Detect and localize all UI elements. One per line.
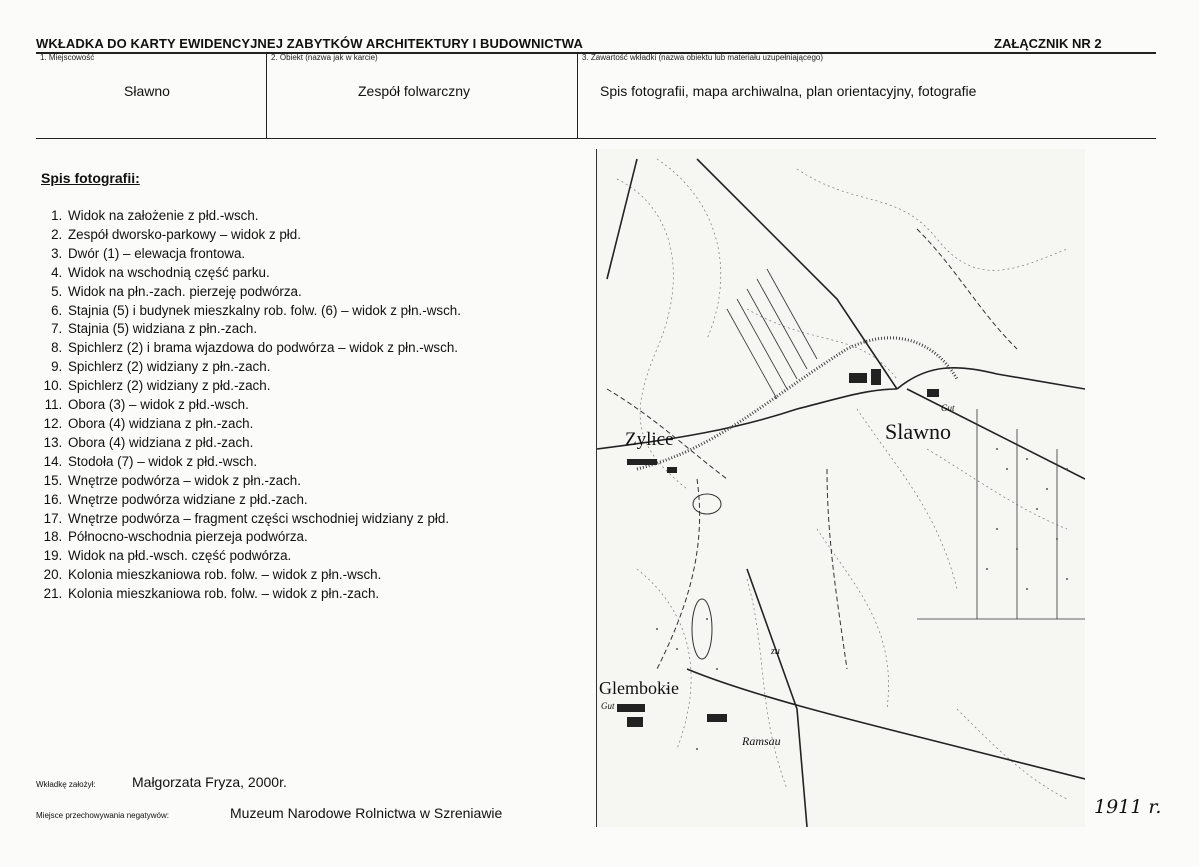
list-item: 19. Widok na płd.-wsch. część podwórza. xyxy=(66,547,626,566)
storage-label: Miejsce przechowywania negatywów: xyxy=(36,811,169,820)
list-item: 16. Wnętrze podwórza widziane z płd.-zach. xyxy=(66,491,626,510)
list-item: 15. Wnętrze podwórza – widok z płn.-zach. xyxy=(66,472,626,491)
list-item: 1. Widok na założenie z płd.-wsch. xyxy=(66,207,626,226)
list-item: 5. Widok na płn.-zach. pierzeję podwórza. xyxy=(66,283,626,302)
list-item: 14. Stodoła (7) – widok z płd.-wsch. xyxy=(66,453,626,472)
annex-number: ZAŁĄCZNIK NR 2 xyxy=(994,36,1102,51)
list-item: 13. Obora (4) widziana z płd.-zach. xyxy=(66,434,626,453)
map-year: 1911 r. xyxy=(1094,796,1162,818)
author-value: Małgorzata Fryza, 2000r. xyxy=(132,774,287,790)
author-label: Wkładkę założył: xyxy=(36,780,96,789)
contents-label: 3. Zawartość wkładki (nazwa obiektu lub materiału uzupełniającego) xyxy=(582,53,824,62)
document-title: WKŁADKA DO KARTY EWIDENCYJNEJ ZABYTKÓW ARCHITEKTURY I BUDOWNICTWA xyxy=(36,36,583,51)
list-item: 20. Kolonia mieszkaniowa rob. folw. – widok z płn.-wsch. xyxy=(66,566,626,585)
fields-bottom-rule xyxy=(36,138,1156,139)
map-label-ramsau: Ramsau xyxy=(742,734,781,748)
list-item: 2. Zespół dworsko-parkowy – widok z płd. xyxy=(66,226,626,245)
archival-map xyxy=(596,149,1085,827)
map-label-zu: zu xyxy=(771,646,780,657)
list-item: 11. Obora (3) – widok z płd.-wsch. xyxy=(66,396,626,415)
object-label: 2. Obiekt (nazwa jak w karcie) xyxy=(271,53,378,62)
list-item: 9. Spichlerz (2) widziany z płn.-zach. xyxy=(66,358,626,377)
list-item: 3. Dwór (1) – elewacja frontowa. xyxy=(66,245,626,264)
list-item: 4. Widok na wschodnią część parku. xyxy=(66,264,626,283)
map-label-zylice: Zylice xyxy=(625,429,674,450)
storage-value: Muzeum Narodowe Rolnictwa w Szreniawie xyxy=(230,805,503,821)
list-item: 8. Spichlerz (2) i brama wjazdowa do podwórza – widok z płn.-wsch. xyxy=(66,339,626,358)
column-divider-1 xyxy=(266,53,267,139)
contents-value: Spis fotografii, mapa archiwalna, plan orientacyjny, fotografie xyxy=(600,83,977,99)
list-item: 18. Północno-wschodnia pierzeja podwórza. xyxy=(66,528,626,547)
list-item: 10. Spichlerz (2) widziany z płd.-zach. xyxy=(66,377,626,396)
map-label-slawno: Slawno xyxy=(885,419,951,444)
object-value: Zespół folwarczny xyxy=(358,83,471,99)
column-divider-2 xyxy=(577,53,578,139)
photo-list xyxy=(22,207,626,604)
locality-label: 1. Miejscowość xyxy=(40,53,95,62)
map-label-gut-glembokie: Gut xyxy=(601,701,615,711)
map-label-gut-slawno: Gut xyxy=(941,403,955,413)
list-item: 17. Wnętrze podwórza – fragment części wschodniej widziany z płd. xyxy=(66,510,626,529)
photo-list-title: Spis fotografii: xyxy=(41,170,140,186)
list-item: 12. Obora (4) widziana z płn.-zach. xyxy=(66,415,626,434)
list-item: 6. Stajnia (5) i budynek mieszkalny rob. folw. (6) – widok z płn.-wsch. xyxy=(66,302,626,321)
archival-map-drawing xyxy=(597,149,1085,827)
locality-value: Sławno xyxy=(124,83,170,99)
map-label-glembokie: Glembokie xyxy=(599,678,679,698)
list-item: 7. Stajnia (5) widziana z płn.-zach. xyxy=(66,320,626,339)
list-item: 21. Kolonia mieszkaniowa rob. folw. – widok z płn.-zach. xyxy=(66,585,626,604)
